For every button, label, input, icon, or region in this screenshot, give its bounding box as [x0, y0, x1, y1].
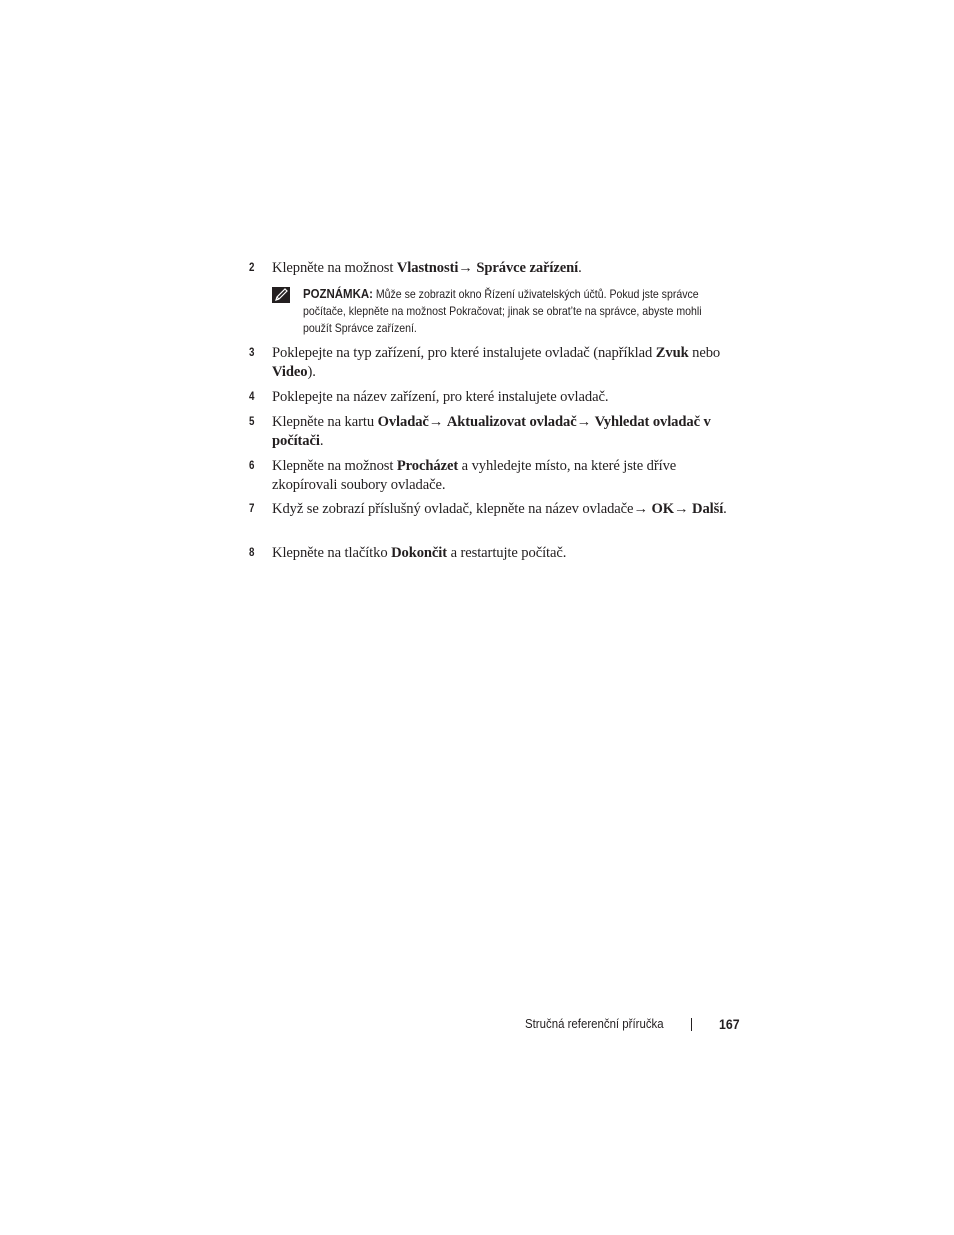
step-5: [249, 413, 739, 451]
arrow: →: [633, 501, 652, 517]
bold-term: Správce zařízení: [476, 260, 579, 276]
step-3: [249, 344, 739, 382]
step-text: [272, 457, 739, 495]
arrow: →: [458, 260, 477, 276]
text: .: [319, 433, 324, 449]
arrow: →: [674, 501, 693, 517]
footer-separator: [691, 1018, 692, 1031]
footer-title: Stručná referenční příručka: [525, 1016, 664, 1031]
bold-term: Dokončit: [391, 545, 448, 561]
bold-term: Ovladač: [377, 414, 429, 430]
step-2: [249, 259, 739, 278]
step-number: 3: [249, 347, 255, 359]
page-number: 167: [719, 1016, 740, 1032]
bold-term: OK: [651, 501, 674, 517]
text: nebo: [688, 345, 721, 361]
bold-term: Aktualizovat ovladač: [446, 414, 577, 430]
step-number: 8: [249, 547, 255, 559]
text: Klepněte na možnost: [272, 260, 397, 276]
text: .: [578, 260, 582, 276]
step-text: [272, 259, 739, 278]
step-text: [272, 344, 739, 382]
note-text: [303, 285, 717, 337]
text: .: [723, 501, 727, 517]
note-label: POZNÁMKA:: [303, 286, 373, 301]
step-7: [249, 500, 739, 519]
text: ).: [307, 364, 316, 380]
step-text: [272, 500, 739, 519]
bold-term: Zvuk: [655, 345, 689, 361]
bold-term: Procházet: [396, 458, 459, 474]
step-text: [272, 388, 739, 407]
step-text: [272, 544, 739, 563]
text: Klepněte na tlačítko: [272, 545, 392, 561]
text: Poklepejte na typ zařízení, pro které instalujete ovladač (například: [272, 345, 656, 361]
text: Když se zobrazí příslušný ovladač, klepněte na název ovladače: [272, 501, 634, 517]
step-8: [249, 544, 739, 563]
bold-term: Další: [692, 501, 724, 517]
note-box: [272, 285, 742, 337]
step-4: [249, 388, 739, 407]
pencil-note-icon: [272, 287, 290, 303]
text: a vyhledejte místo, na které jste dříve zkopírovali soubory ovladače.: [272, 458, 677, 493]
step-text: [272, 413, 739, 451]
note-content: Může se zobrazit okno Řízení uživatelských účtů. Pokud jste správce počítače, klepněte na možnost Pokračovat; jinak se obrat’te na správce, abyste mohli použít Správce zařízení.: [303, 287, 702, 335]
step-6: [249, 457, 739, 495]
arrow: →: [576, 414, 595, 430]
bold-term: Video: [272, 364, 308, 380]
step-number: 6: [249, 460, 255, 472]
step-number: 4: [249, 391, 255, 403]
text: Klepněte na kartu: [272, 414, 378, 430]
step-number: 2: [249, 262, 255, 274]
step-number: 5: [249, 416, 255, 428]
bold-term: Vlastnosti: [396, 260, 459, 276]
text: Klepněte na možnost: [272, 458, 397, 474]
text: a restartujte počítač.: [447, 545, 567, 561]
text: Poklepejte na název zařízení, pro které instalujete ovladač.: [272, 389, 609, 405]
step-number: 7: [249, 503, 255, 515]
arrow: →: [428, 414, 447, 430]
bold-term: Vyhledat ovladač v počítači: [272, 414, 711, 449]
